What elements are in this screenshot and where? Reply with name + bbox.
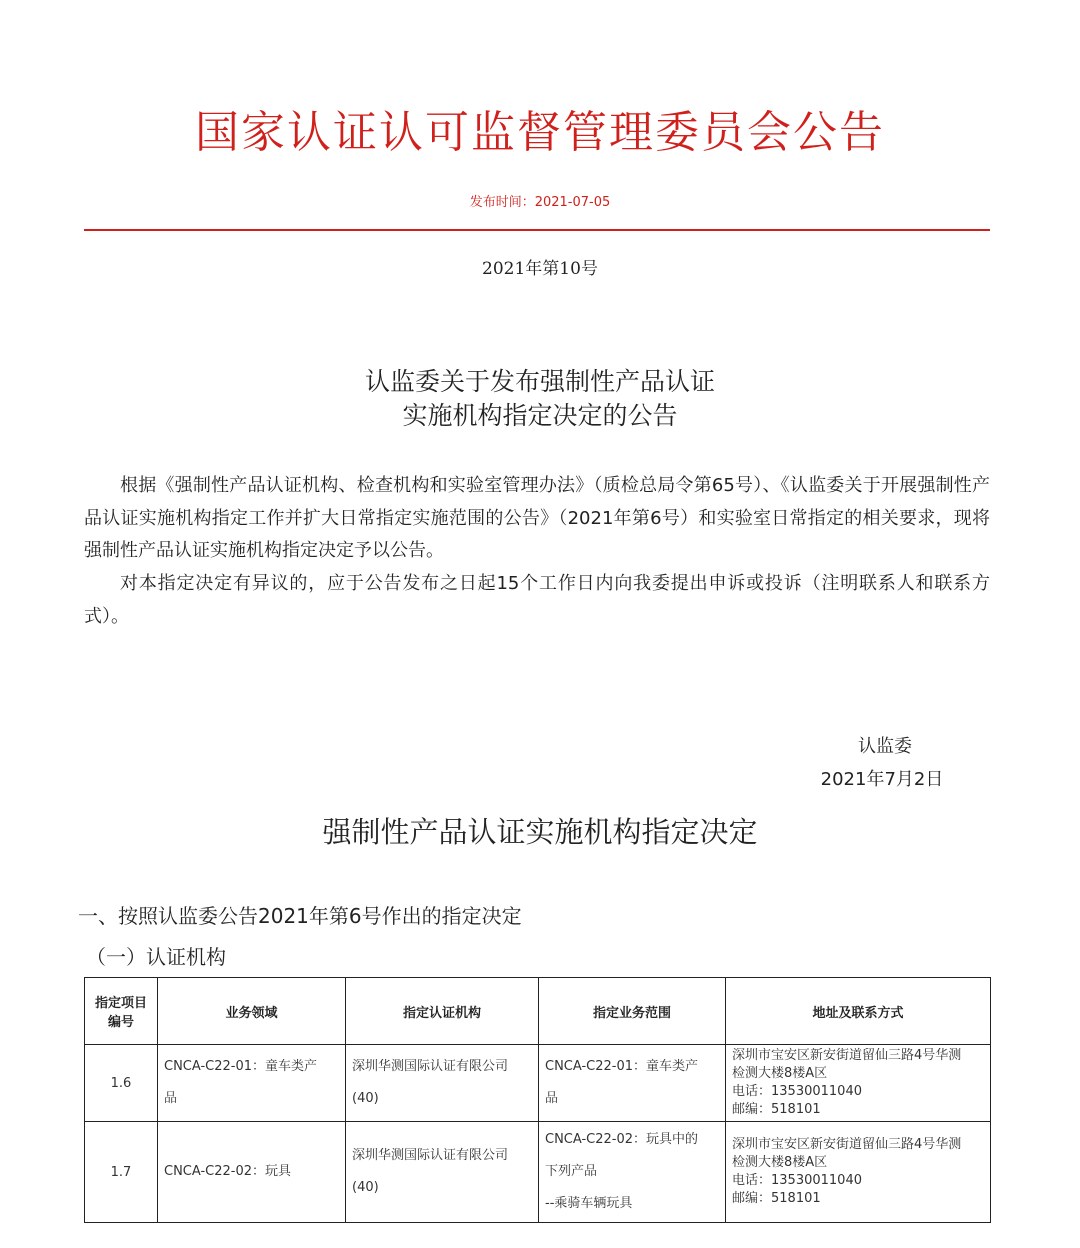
row-postcode: 邮编：518101: [732, 1102, 821, 1117]
notice-title-line1: 认监委关于发布强制性产品认证: [364, 367, 715, 396]
table-row: [85, 1122, 991, 1223]
row-field-line1: CNCA-C22-02：玩具: [164, 1164, 292, 1179]
row-org-line1: 深圳华测国际认证有限公司: [352, 1059, 509, 1074]
table-header-row: [85, 978, 991, 1045]
row-org-line1: 深圳华测国际认证有限公司: [352, 1148, 509, 1163]
row-field: [158, 1045, 346, 1122]
row-id: 1.7: [85, 1122, 158, 1223]
publish-date: 发布时间：2021-07-05: [469, 195, 611, 210]
row-address-line1: 深圳市宝安区新安街道留仙三路4号华测: [732, 1048, 962, 1063]
row-scope-line2: 品: [545, 1091, 559, 1106]
row-phone: 电话：13530011040: [732, 1173, 862, 1188]
page-title: 国家认证认可监督管理委员会公告: [195, 107, 885, 158]
header-id-line2: 编号: [107, 1015, 134, 1030]
signature-date: 2021年7月2日: [820, 769, 944, 790]
row-scope-line1: CNCA-C22-02：玩具中的: [545, 1132, 699, 1147]
row-field: [158, 1122, 346, 1223]
row-phone: 电话：13530011040: [732, 1084, 862, 1099]
section-heading: 一、按照认监委公告2021年第6号作出的指定决定: [78, 904, 522, 928]
header-id-line1: 指定项目: [94, 996, 147, 1011]
row-address-line2: 检测大楼8楼A区: [732, 1066, 828, 1081]
header-id: [85, 978, 158, 1045]
row-scope-line3: --乘骑车辆玩具: [545, 1196, 633, 1211]
header-scope: 指定业务范围: [539, 978, 726, 1045]
row-org: [346, 1122, 539, 1223]
header-org: 指定认证机构: [346, 978, 539, 1045]
row-postcode: 邮编：518101: [732, 1191, 821, 1206]
header-contact: 地址及联系方式: [726, 978, 991, 1045]
row-scope-line2: 下列产品: [545, 1164, 598, 1179]
notice-title-line2: 实施机构指定决定的公告: [402, 401, 678, 430]
row-field-line1: CNCA-C22-01：童车类产: [164, 1059, 318, 1074]
signature-organization: 认监委: [858, 736, 912, 757]
row-contact: [726, 1045, 991, 1122]
row-org-line2: (40): [352, 1180, 379, 1195]
row-address-line1: 深圳市宝安区新安街道留仙三路4号华测: [732, 1137, 962, 1152]
row-field-line2: 品: [164, 1091, 178, 1106]
header-divider: [84, 229, 990, 231]
row-scope: [539, 1045, 726, 1122]
row-contact: [726, 1122, 991, 1223]
notice-paragraph-1: 根据《强制性产品认证机构、检查机构和实验室管理办法》（质检总局令第65号）、《认监委关于开展强制性产品认证实施机构指定工作并扩大日常指定实施范围的公告》（2021年第6号）和实验室日常指定的相关要求，现将强制性产品认证实施机构指定决定予以公告。: [84, 475, 990, 561]
notice-paragraph-2: 对本指定决定有异议的，应于公告发布之日起15个工作日内向我委提出申诉或投诉（注明联系人和联系方式）。: [84, 573, 990, 627]
subsection-heading: （一）认证机构: [86, 945, 226, 969]
row-org: [346, 1045, 539, 1122]
row-id: 1.6: [85, 1045, 158, 1122]
document-number: 2021年第10号: [482, 259, 598, 279]
row-address-line2: 检测大楼8楼A区: [732, 1155, 828, 1170]
table-row: [85, 1045, 991, 1122]
decision-title: 强制性产品认证实施机构指定决定: [322, 815, 758, 849]
row-scope: [539, 1122, 726, 1223]
row-scope-line1: CNCA-C22-01：童车类产: [545, 1059, 699, 1074]
designation-table: [84, 977, 991, 1223]
header-field: 业务领域: [158, 978, 346, 1045]
row-org-line2: (40): [352, 1091, 379, 1106]
